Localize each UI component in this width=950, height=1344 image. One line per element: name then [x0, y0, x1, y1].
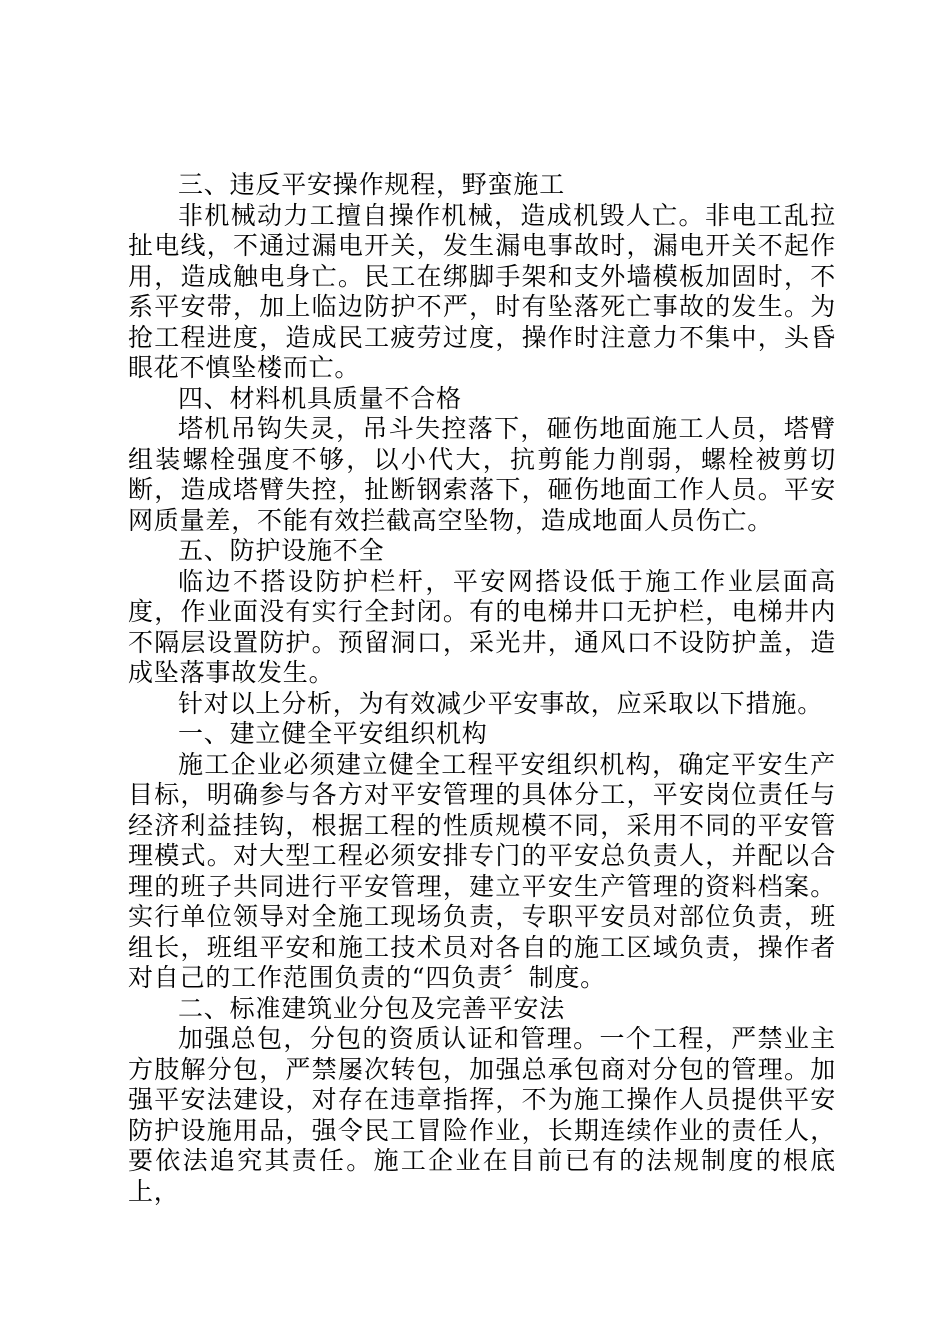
section-heading-one: 一、建立健全平安组织机构 — [178, 719, 488, 748]
section-heading-three: 三、违反平安操作规程，野蛮施工 — [178, 170, 566, 199]
paragraph-four-body: 塔机吊钩失灵，吊斗失控落下，砸伤地面施工人员，塔臂组装螺栓强度不够，以小代大，抗剪能力削弱，螺栓被剪切断，造成塔臂失控，扯断钢索落下，砸伤地面工作人员。平安网质量差，不能有效拦截高空坠物，造成地面人员伤亡。 — [128, 414, 836, 535]
paragraph-three-body: 非机械动力工擅自操作机械，造成机毁人亡。非电工乱拉扯电线，不通过漏电开关，发生漏电事故时，漏电开关不起作用，造成触电身亡。民工在绑脚手架和支外墙模板加固时，不系平安带，加上临边防护不严，时有坠落死亡事故的发生。为抢工程进度，造成民工疲劳过度，操作时注意力不集中，头昏眼花不慎坠楼而亡。 — [128, 200, 836, 382]
paragraph-two-body: 加强总包，分包的资质认证和管理。一个工程，严禁业主方肢解分包，严禁屡次转包，加强总承包商对分包的管理。加强平安法建设，对存在违章指挥，不为施工操作人员提供平安防护设施用品，强令民工冒险作业，长期连续作业的责任人，要依法追究其责任。施工企业在目前已有的法规制度的根底上， — [128, 1024, 836, 1206]
section-heading-four: 四、材料机具质量不合格 — [178, 383, 462, 413]
paragraph-one-body: 施工企业必须建立健全工程平安组织机构，确定平安生产目标，明确参与各方对平安管理的具体分工，平安岗位责任与经济利益挂钩，根据工程的性质规模不同，采用不同的平安管理模式。对大型工程必须安排专门的平安总负责人，并配以合理的班子共同进行平安管理，建立平安生产管理的资料档案。实行单位领导对全施工现场负责，专职平安员对部位负责，班组长，班组平安和施工技术员对各自的施工区域负责，操作者对自己的工作范围负责的“四负责〞制度。 — [128, 749, 836, 992]
paragraph-measures-intro: 针对以上分析，为有效减少平安事故，应采取以下措施。 — [178, 688, 824, 718]
document-body — [128, 170, 836, 1207]
paragraph-five-body: 临边不搭设防护栏杆，平安网搭设低于施工作业层面高度，作业面没有实行全封闭。有的电梯井口无护栏，电梯井内不隔层设置防护。预留洞口，采光井，通风口不设防护盖，造成坠落事故发生。 — [128, 566, 836, 687]
section-heading-two: 二、标准建筑业分包及完善平安法 — [178, 993, 566, 1023]
section-heading-five: 五、防护设施不全 — [178, 536, 385, 565]
